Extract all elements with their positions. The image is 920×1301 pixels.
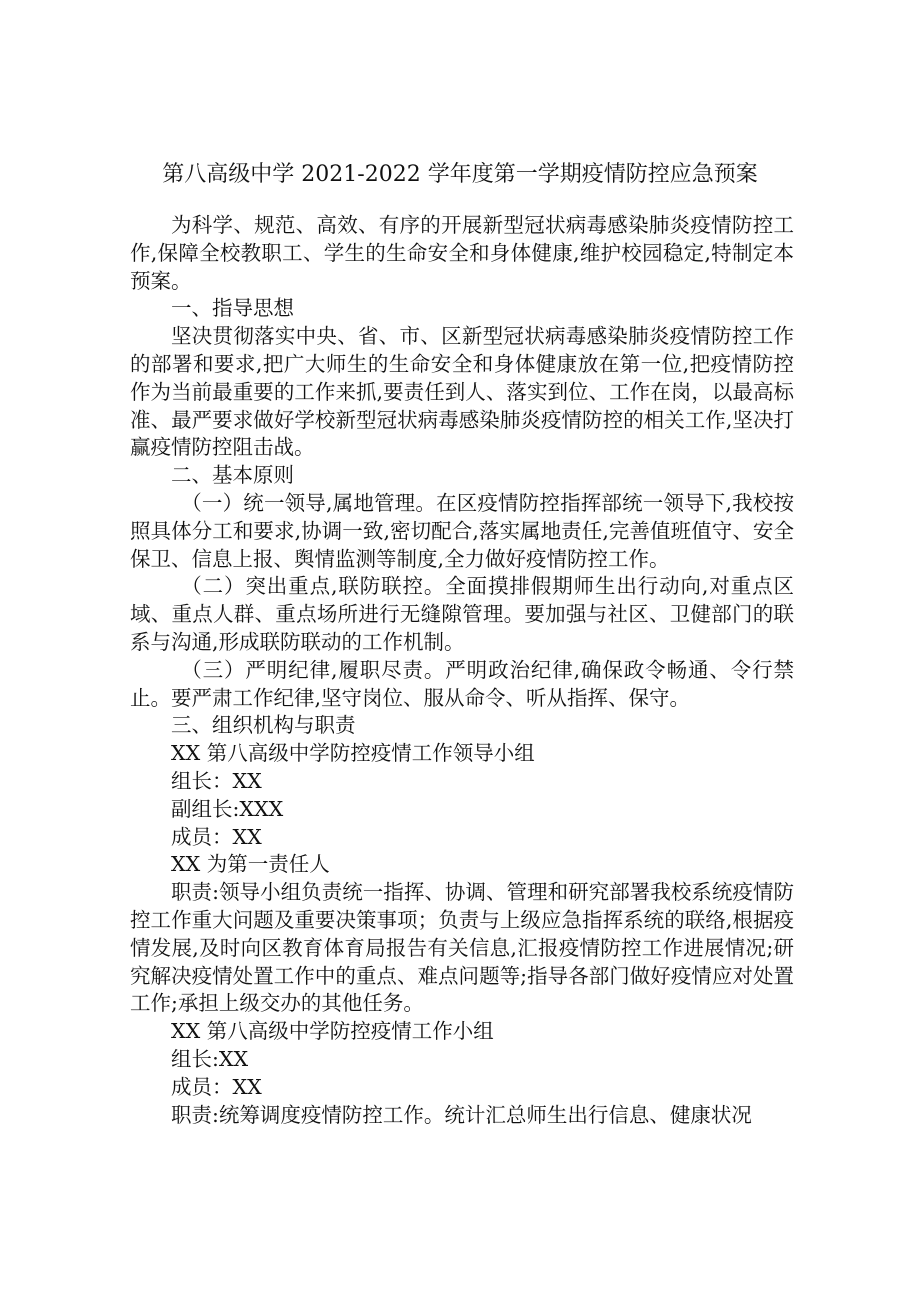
principle-2-paragraph: （二）突出重点,联防联控。全面摸排假期师生出行动向,对重点区域、重点人群、重点场所进行无缝隙管理。要加强与社区、卫健部门的联系与沟通,形成联防联动的工作机制。 <box>130 574 794 654</box>
section-heading-basic-principles: 二、基本原则 <box>171 463 294 488</box>
document-body <box>130 212 794 1129</box>
working-group-leader: 组长:XX <box>171 1046 249 1071</box>
document-title: 第八高级中学 2021-2022 学年度第一学期疫情防控应急预案 <box>162 162 758 187</box>
working-group-name: XX 第八高级中学防控疫情工作小组 <box>171 1019 494 1044</box>
first-responsible-person: XX 为第一责任人 <box>171 852 330 877</box>
leading-group-leader: 组长：XX <box>171 768 262 793</box>
intro-paragraph: 为科学、规范、高效、有序的开展新型冠状病毒感染肺炎疫情防控工作,保障全校教职工、学生的生命安全和身体健康,维护校园稳定,特制定本预案。 <box>130 213 794 293</box>
leading-group-members: 成员：XX <box>171 824 262 849</box>
section-heading-guiding-thought: 一、指导思想 <box>171 296 294 321</box>
section-heading-organization: 三、组织机构与职责 <box>171 713 356 738</box>
leading-group-deputy: 副组长:XXX <box>171 796 284 821</box>
principle-3-paragraph: （三）严明纪律,履职尽责。严明政治纪律,确保政令畅通、令行禁止。要严肃工作纪律,坚守岗位、服从命令、听从指挥、保守。 <box>130 657 794 710</box>
working-group-duties: 职责:统筹调度疫情防控工作。统计汇总师生出行信息、健康状况 <box>171 1102 752 1127</box>
leading-group-duties: 职责:领导小组负责统一指挥、协调、管理和研究部署我校系统疫情防控工作重大问题及重要决策事项；负责与上级应急指挥系统的联络,根据疫情发展,及时向区教育体育局报告有关信息,汇报疫情防控工作进展情况;研究解决疫情处置工作中的重点、难点问题等;指导各部门做好疫情应对处置工作;承担上级交办的其他任务。 <box>130 880 794 1016</box>
leading-group-name: XX 第八高级中学防控疫情工作领导小组 <box>171 741 535 766</box>
principle-1-paragraph: （一）统一领导,属地管理。在区疫情防控指挥部统一领导下,我校按照具体分工和要求,协调一致,密切配合,落实属地责任,完善值班值守、安全保卫、信息上报、舆情监测等制度,全力做好疫情防控工作。 <box>130 490 794 571</box>
working-group-members: 成员：XX <box>171 1074 262 1099</box>
guiding-thought-paragraph: 坚决贯彻落实中央、省、市、区新型冠状病毒感染肺炎疫情防控工作的部署和要求,把广大师生的生命安全和身体健康放在第一位,把疫情防控作为当前最重要的工作来抓,要责任到人、落实到位、工作在岗，以最高标准、最严要求做好学校新型冠状病毒感染肺炎疫情防控的相关工作,坚决打赢疫情防控阻击战。 <box>130 324 794 460</box>
